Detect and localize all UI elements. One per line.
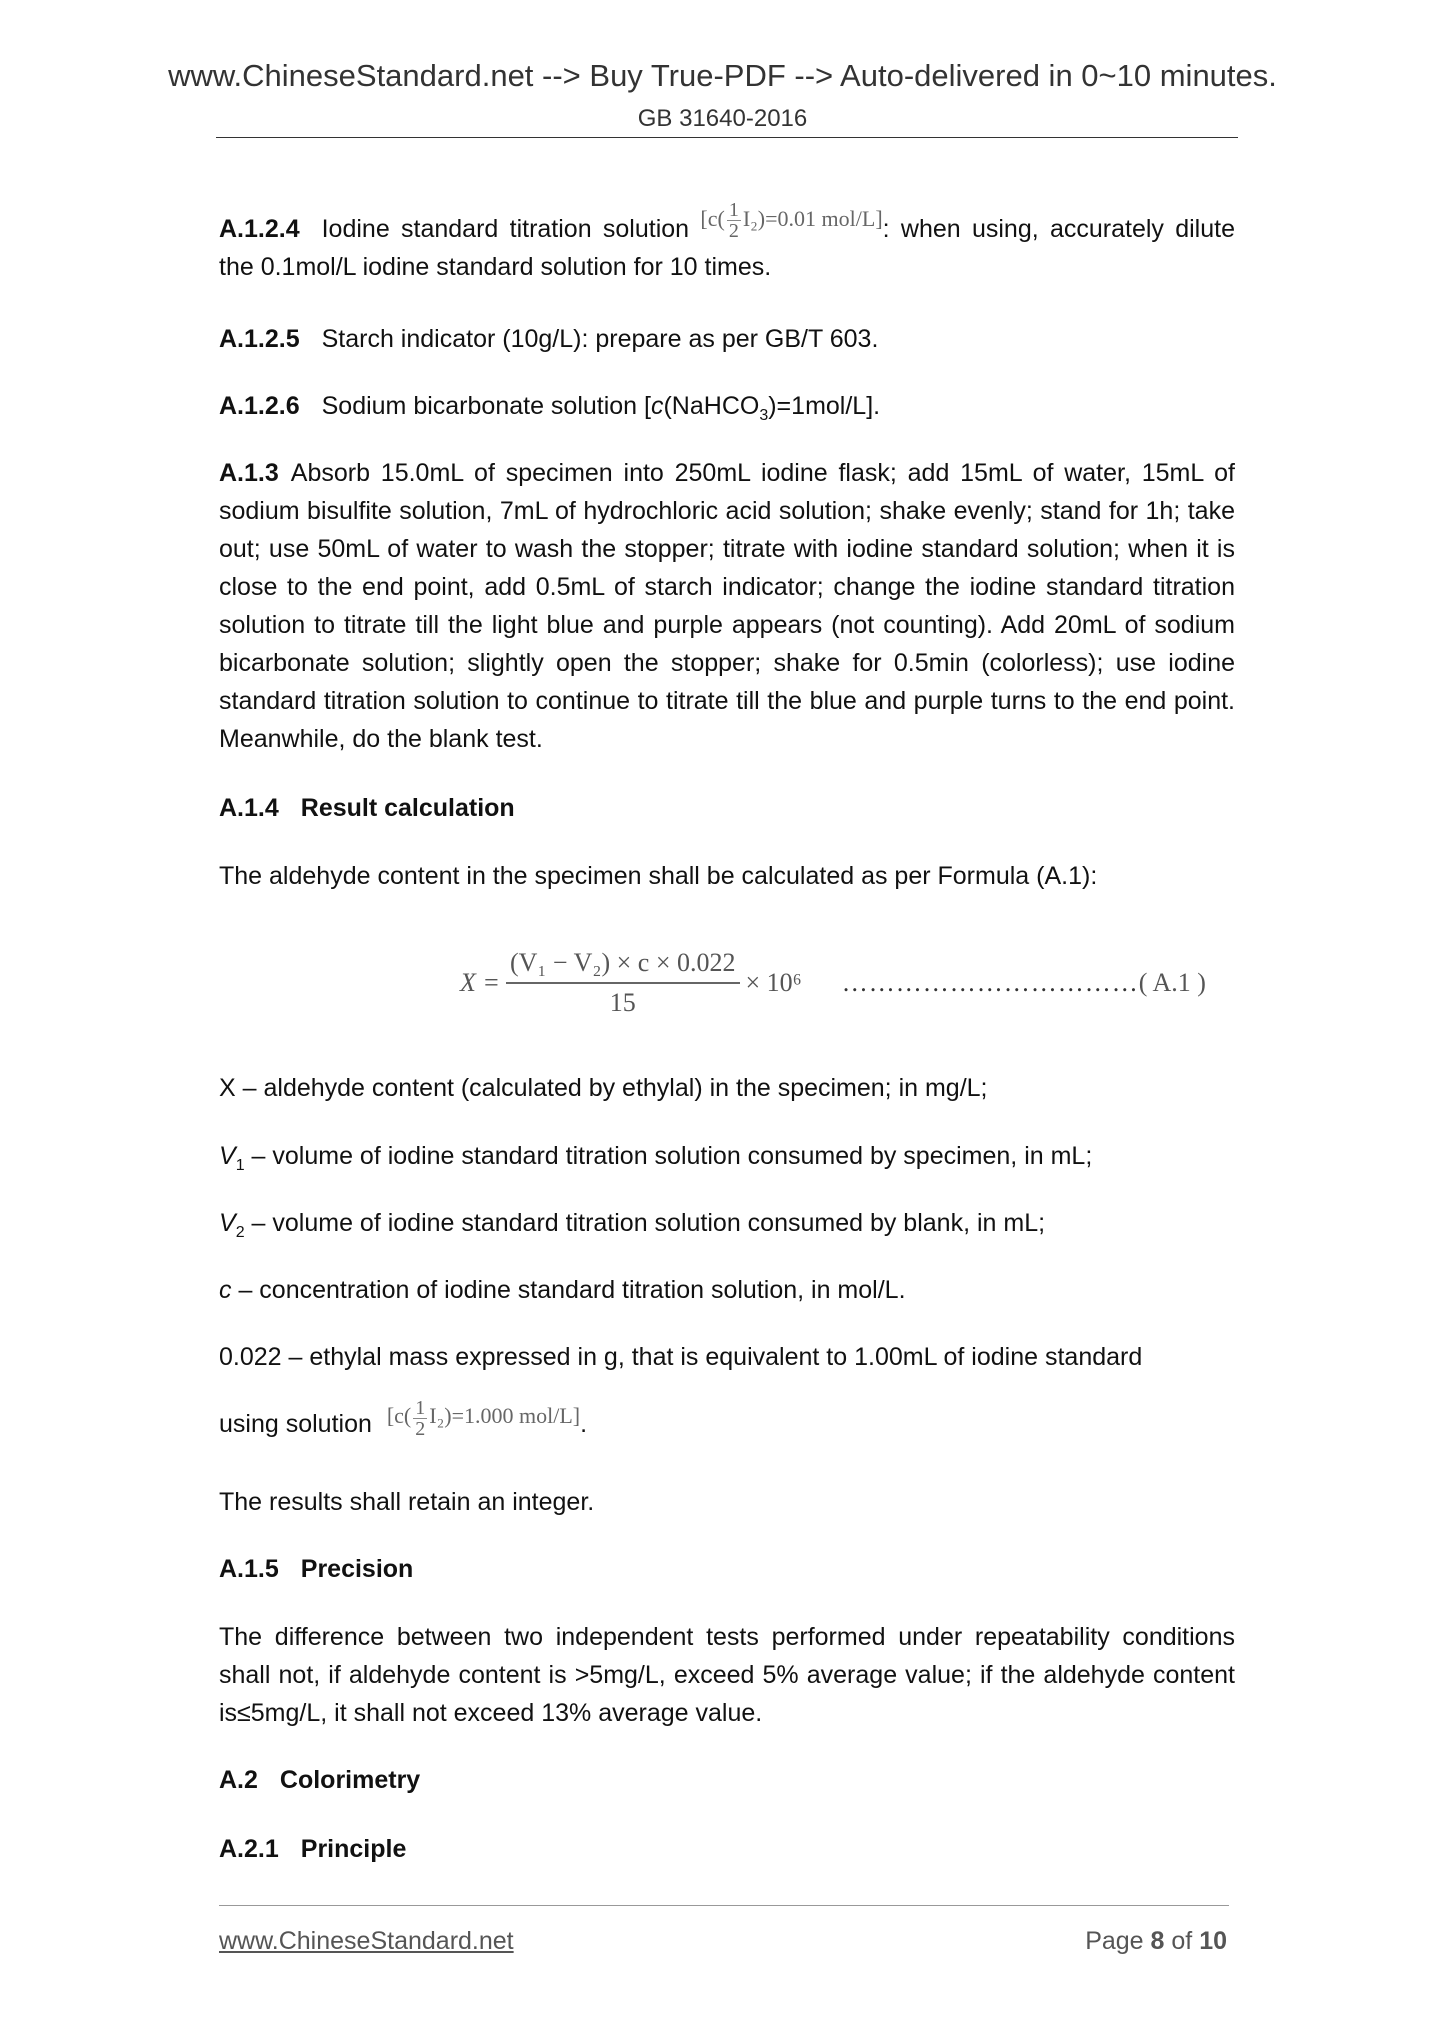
page-indicator — [1085, 1927, 1227, 1956]
section-number: A.1.5 — [219, 1555, 279, 1583]
section-number: A.1.3 — [219, 459, 279, 487]
section-number: A.2 — [219, 1766, 258, 1794]
text: : when using, accurately dilute the 0.1mol/L iodine standard solution for 10 times. — [219, 215, 1235, 281]
def-0022: 0.022 – ethylal mass expressed in g, that is equivalent to 1.00mL of iodine standard — [219, 1343, 1143, 1371]
text: . — [580, 1410, 588, 1438]
footer-link[interactable]: www.ChineseStandard.net — [219, 1927, 514, 1955]
section-number: A.2.1 — [219, 1835, 279, 1863]
formula-a1 — [460, 948, 1206, 1018]
text: – concentration of iodine standard titration solution, in mol/L. — [231, 1276, 906, 1304]
def-0022-cont — [219, 1396, 1235, 1448]
section-number: A.1.2.5 — [219, 325, 300, 353]
text: Starch indicator (10g/L): prepare as per GB/T 603. — [321, 325, 879, 353]
inline-formula — [700, 200, 882, 241]
symbol: c — [219, 1276, 232, 1304]
inline-formula — [387, 1392, 580, 1440]
page-of: of — [1164, 1927, 1200, 1955]
section-title: Result calculation — [300, 794, 515, 822]
text: (NaHCO — [663, 392, 760, 420]
formula-intro: The aldehyde content in the specimen shall be calculated as per Formula (A.1): — [219, 862, 1098, 890]
text: – aldehyde content (calculated by ethylal) in the specimen; in mg/L; — [235, 1074, 988, 1102]
subscript: 1 — [235, 1157, 245, 1174]
def-v1 — [219, 1137, 1235, 1185]
subscript: 2 — [235, 1224, 245, 1241]
formula-label: ( A.1 ) — [1138, 968, 1206, 997]
page-total: 10 — [1199, 1927, 1227, 1955]
def-v2 — [219, 1204, 1235, 1252]
heading-a2 — [219, 1761, 1235, 1799]
num: 1 — [728, 199, 739, 222]
symbol: V — [219, 1142, 236, 1170]
text: – volume of iodine standard titration solution consumed by specimen, in mL; — [244, 1142, 1093, 1170]
para-a13 — [219, 454, 1235, 758]
heading-a21 — [219, 1830, 1235, 1868]
def-x — [219, 1069, 1235, 1107]
text: using solution — [219, 1410, 372, 1438]
text: )=1mol/L]. — [768, 392, 881, 420]
heading-a14 — [219, 789, 1235, 827]
footer-rule — [219, 1905, 1229, 1906]
text: Iodine standard titration solution — [321, 215, 690, 243]
para-a126 — [219, 387, 1235, 435]
heading-a15 — [219, 1550, 1235, 1588]
denominator: 15 — [609, 988, 636, 1017]
f-pre: [c( — [700, 205, 725, 231]
page-number: 8 — [1150, 1927, 1165, 1955]
text: Absorb 15.0mL of specimen into 250mL iodine flask; add 15mL of water, 15mL of sodium bisulfite solution, 7mL of hydrochloric acid solution; shake evenly; stand for 1h; take out; use 50mL of water to wash the stopper; titrate with iodine standard solution; when it is close to the end point, add 0.5mL of starch indicator; change the iodine standard titration solution to titrate till the light blue and purple appears (not counting). Add 20mL of sodium bicarbonate solution; slightly open the stopper; shake for 0.5min (colorless); use iodine standard titration solution to continue to titrate till the blue and purple turns to the end point. Meanwhile, do the blank test. — [219, 459, 1235, 753]
def-c — [219, 1271, 1235, 1309]
symbol: c — [650, 392, 664, 420]
text: Sodium bicarbonate solution [ — [321, 392, 651, 420]
num: 1 — [415, 1396, 426, 1419]
symbol: X — [219, 1074, 236, 1102]
symbol: V — [219, 1209, 236, 1237]
standard-number: GB 31640-2016 — [637, 105, 808, 132]
fraction — [727, 200, 741, 241]
section-number: A.1.2.4 — [219, 215, 300, 243]
subscript: 3 — [759, 407, 769, 424]
para-a124 — [219, 199, 1235, 286]
formula-factor: × 10⁶ — [745, 968, 802, 997]
f-post: I₂)=1.000 mol/L] — [429, 1403, 581, 1429]
section-number: A.1.2.6 — [219, 392, 300, 420]
section-title: Principle — [300, 1835, 407, 1863]
formula-fraction — [506, 948, 740, 1018]
header-rule — [216, 137, 1238, 138]
f-post: I₂)=0.01 mol/L] — [742, 205, 883, 231]
section-title: Colorimetry — [279, 1766, 421, 1794]
section-number: A.1.4 — [219, 794, 279, 822]
leader-dots: …………………………… — [841, 968, 1139, 997]
section-title: Precision — [300, 1555, 414, 1583]
page-prefix: Page — [1085, 1927, 1151, 1955]
den: 2 — [728, 220, 739, 243]
numerator: (V₁ − V₂) × c × 0.022 — [506, 948, 740, 984]
den: 2 — [415, 1417, 426, 1440]
retain-note: The results shall retain an integer. — [219, 1488, 595, 1516]
para-a125 — [219, 320, 1235, 358]
text: – volume of iodine standard titration solution consumed by blank, in mL; — [244, 1209, 1046, 1237]
header-banner: www.ChineseStandard.net --> Buy True-PDF --> Auto-delivered in 0~10 minutes. — [168, 58, 1277, 93]
fraction — [413, 1398, 427, 1439]
f-pre: [c( — [386, 1403, 412, 1429]
formula-lhs: X = — [460, 968, 500, 997]
para-precision: The difference between two independent tests performed under repeatability conditions shall not, if aldehyde content is >5mg/L, exceed 5% average value; if the aldehyde content is≤5mg/L, it shall not exceed 13% average value. — [219, 1623, 1235, 1727]
